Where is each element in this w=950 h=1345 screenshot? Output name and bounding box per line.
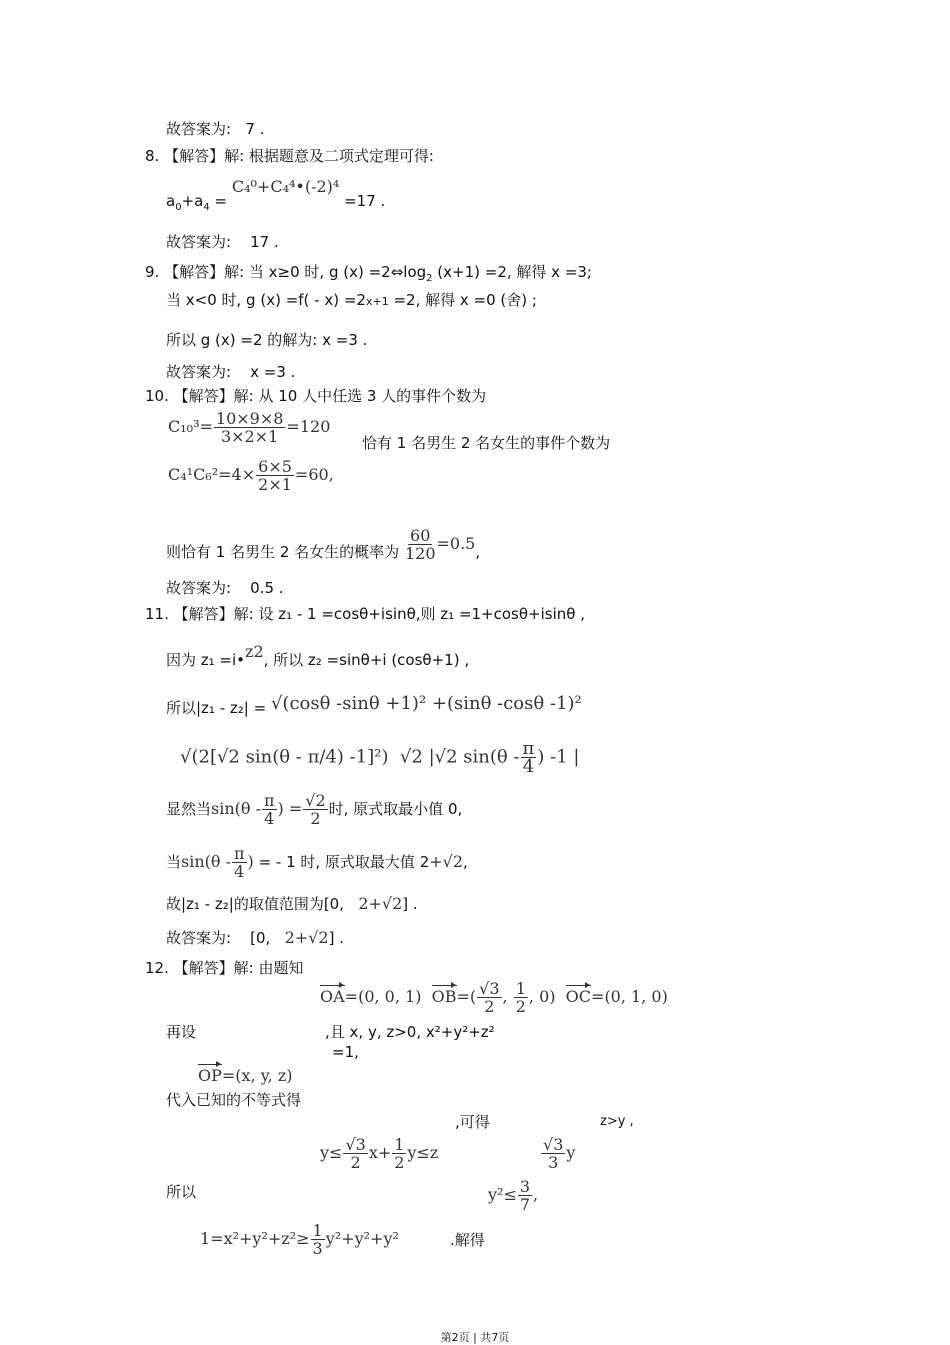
text: ,	[463, 853, 468, 871]
text: 4	[203, 202, 210, 213]
text: 2+√2	[284, 928, 329, 947]
fraction	[232, 845, 247, 880]
fraction	[214, 410, 286, 445]
numerator: √3	[479, 979, 500, 998]
q10-c2	[168, 458, 334, 493]
text: (x+1) =2, 解得 x =3;	[432, 263, 592, 281]
q12-result	[540, 1136, 575, 1171]
denominator: 2	[515, 997, 526, 1016]
page-footer: 第2页 | 共7页	[440, 1331, 510, 1344]
q7-answer	[166, 119, 264, 139]
q12-reset: 再设	[166, 1023, 197, 1041]
q8-answer	[166, 232, 279, 252]
q11-line6	[166, 845, 468, 880]
q12-sum	[200, 1222, 399, 1257]
text: +√2	[429, 852, 464, 871]
q11-line1: 11. 【解答】解: 设 z₁ - 1 =cosθ+isinθ,则 z₁ =1+cosθ+isinθ ,	[145, 605, 585, 623]
text: a	[166, 192, 176, 210]
q10-answer	[166, 578, 284, 598]
numerator: √3	[345, 1135, 366, 1154]
text: y≤	[320, 1143, 343, 1162]
text: =(0, 1, 0)	[591, 987, 668, 1006]
q12-suoyi: 所以	[166, 1183, 197, 1201]
q11-answer	[166, 928, 344, 948]
text: =(x, y, z)	[221, 1066, 293, 1085]
q12-zy: z>y ,	[600, 1114, 634, 1129]
fraction	[514, 980, 528, 1015]
prob-formula	[404, 526, 476, 563]
numerator: 3	[519, 1177, 531, 1196]
denominator: 3×2×1	[220, 427, 279, 446]
fraction	[392, 1136, 406, 1171]
answer-value: 7 .	[245, 120, 265, 138]
text: C₄¹C₆²=4×	[168, 465, 256, 484]
fraction	[262, 792, 277, 827]
text: y≤z	[407, 1143, 439, 1162]
numerator: √2	[305, 791, 326, 810]
q11-line7	[166, 894, 418, 914]
denominator: 3	[548, 1153, 559, 1172]
formula	[211, 791, 329, 828]
text: 9. 【解答】解: 当 x≥0 时, g (x) =2⇔log	[145, 263, 427, 281]
denominator: 3	[312, 1239, 323, 1258]
text: 因为 z₁ =i•	[166, 651, 246, 669]
text: 则恰有 1 名男生 2 名女生的概率为	[166, 543, 400, 561]
vector-ob: OB	[431, 987, 457, 1006]
formula: C₄⁰+C₄⁴•(-2)⁴	[231, 177, 340, 196]
text: , 0)	[528, 987, 556, 1006]
fraction	[477, 980, 501, 1015]
q12-substitute: 代入已知的不等式得	[166, 1091, 302, 1109]
fraction	[343, 1136, 367, 1171]
text: 2+√2	[358, 894, 403, 913]
text: √2 |√2 sin(θ -	[399, 746, 520, 768]
vector-oc: OC	[565, 987, 592, 1006]
text: 显然当	[166, 800, 212, 818]
text: = - 1 时, 原式取最大值 2	[258, 853, 430, 871]
q12-op	[198, 1066, 293, 1086]
text: 当	[166, 853, 182, 871]
q8-equation	[166, 177, 386, 218]
answer-label: 故答案为:	[166, 579, 232, 597]
text: =60	[294, 465, 329, 484]
q12-kede: ,可得	[455, 1113, 490, 1131]
answer-label: 故答案为:	[166, 120, 232, 138]
text: [0,	[250, 929, 271, 947]
q12-inequality	[320, 1136, 438, 1171]
text: =(0, 0, 1)	[344, 987, 422, 1006]
text: =0.5	[436, 534, 476, 553]
text: 1=x²+y²+z²≥	[200, 1229, 310, 1248]
numerator: π	[522, 738, 535, 759]
q9-line3: 所以 g (x) =2 的解为: x =3 .	[166, 331, 368, 349]
formula: √(cosθ -sinθ +1)² +(sinθ -cosθ -1)²	[270, 693, 582, 714]
q12-jiede: .解得	[450, 1231, 485, 1249]
answer-label: 故答案为:	[166, 363, 232, 381]
q12-heading: 12. 【解答】解: 由题知	[145, 959, 304, 977]
fraction	[311, 1222, 325, 1257]
denominator: 4	[234, 862, 245, 881]
formula: √(2[√2 sin(θ - π/4) -1]²)	[180, 746, 389, 768]
vector-oa: OA	[320, 987, 345, 1006]
text: ] .	[402, 895, 418, 913]
text: ) =	[277, 799, 303, 818]
answer-value: x =3 .	[250, 363, 296, 381]
denominator: 2	[310, 809, 321, 828]
numerator: 6×5	[258, 457, 292, 476]
q8-heading: 8. 【解答】解: 根据题意及二项式定理可得:	[145, 147, 434, 165]
answer-label: 故答案为:	[166, 233, 232, 251]
numerator: √3	[543, 1135, 564, 1154]
numerator: 1	[312, 1221, 323, 1240]
text: 当 x<0 时, g (x) =f( - x) =2	[166, 291, 366, 309]
denominator: 2	[394, 1153, 405, 1172]
fraction	[303, 792, 327, 827]
text: z2	[245, 642, 264, 661]
q10-text1: 恰有 1 名男生 2 名女生的事件个数为	[362, 434, 611, 452]
text: =120	[286, 417, 331, 436]
q11-line2	[166, 642, 470, 670]
denominator: 4	[264, 809, 275, 828]
text: y	[566, 1143, 576, 1162]
denominator: 2	[350, 1153, 361, 1172]
text: C₁₀³=	[168, 417, 213, 436]
text: sin(θ -	[211, 799, 262, 818]
text: x+1	[365, 295, 389, 308]
text: sin(θ -	[181, 852, 232, 871]
text: ,	[502, 987, 508, 1006]
numerator: π	[234, 844, 245, 863]
text: ] .	[328, 929, 344, 947]
numerator: 1	[515, 979, 526, 998]
text: =17 .	[344, 192, 386, 210]
q12-condition2: =1,	[332, 1043, 359, 1061]
text: ) -1 |	[537, 746, 580, 768]
text: =2, 解得 x =0 (舍) ;	[388, 291, 537, 309]
denominator: 4	[522, 756, 535, 777]
fraction	[521, 740, 537, 775]
answer-label: 故答案为:	[166, 929, 232, 947]
text: , 所以 z₂ =sinθ+i (cosθ+1) ,	[263, 651, 470, 669]
text: ,	[533, 1185, 539, 1204]
q12-vectors	[320, 980, 668, 1015]
denominator: 120	[404, 544, 436, 563]
numerator: 10×9×8	[215, 409, 284, 428]
text: =(	[456, 987, 477, 1006]
q9-answer	[166, 362, 295, 382]
q11-line4	[180, 740, 579, 775]
text: x+	[368, 1143, 392, 1162]
numerator: 60	[410, 526, 431, 545]
q12-y2	[488, 1178, 538, 1213]
denominator: 2×1	[258, 475, 292, 494]
text: )	[247, 852, 254, 871]
vector-op: OP	[198, 1066, 222, 1085]
numerator: π	[264, 791, 275, 810]
q11-line5	[166, 792, 462, 827]
text: y²≤	[488, 1185, 517, 1204]
q10-c1	[168, 410, 330, 445]
text: 时, 原式取最小值 0,	[328, 800, 463, 818]
numerator: 1	[394, 1135, 405, 1154]
formula	[181, 844, 254, 881]
denominator: 2	[484, 997, 495, 1016]
text: +a	[181, 192, 204, 210]
denominator: 7	[519, 1195, 531, 1214]
q10-heading: 10. 【解答】解: 从 10 人中任选 3 人的事件个数为	[145, 387, 487, 405]
text: 所以|z₁ - z₂| =	[166, 699, 267, 717]
answer-value: 17 .	[250, 233, 279, 251]
fraction	[518, 1178, 532, 1213]
text: =	[209, 192, 228, 210]
fraction	[405, 527, 436, 562]
text: 2	[426, 273, 433, 284]
text: y²+y²+y²	[325, 1229, 399, 1248]
q11-line3	[166, 693, 582, 718]
fraction	[256, 458, 294, 493]
q10-prob: 则恰有 1 名男生 2 名女生的概率为 $\frac{60}{120}$ =0.5,	[166, 526, 481, 563]
text: ,	[328, 465, 334, 484]
text: 故|z₁ - z₂|的取值范围为[0,	[166, 895, 344, 913]
answer-value: 0.5 .	[250, 579, 284, 597]
fraction	[541, 1136, 565, 1171]
q9-line1	[145, 262, 592, 289]
q9-line2	[166, 290, 537, 312]
q12-condition: ,且 x, y, z>0, x²+y²+z²	[325, 1023, 495, 1041]
text: 0	[175, 202, 182, 213]
